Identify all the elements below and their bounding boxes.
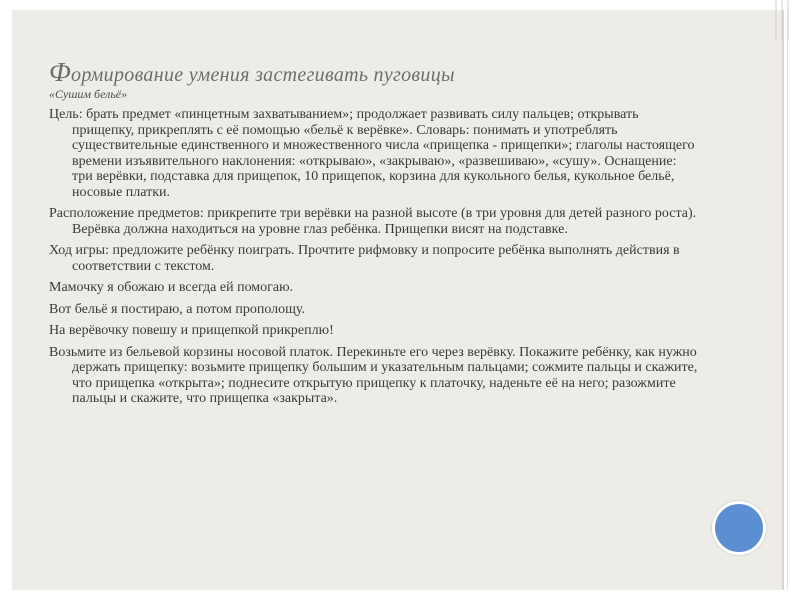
rhyme-line-1: Мамочку я обожаю и всегда ей помогаю. <box>49 280 294 295</box>
decorative-circle <box>712 501 766 555</box>
rhyme-line-3: На верёвочку повешу и прищепкой прикреплю! <box>49 323 334 338</box>
slide-border-line <box>782 10 784 590</box>
slide-body <box>49 107 699 413</box>
corner-decoration <box>766 0 796 40</box>
title-first-letter: Ф <box>49 57 72 87</box>
slide-subtitle: «Сушим бельё» <box>49 87 128 101</box>
paragraph-goal: Цель: брать предмет «пинцетным захватыванием»; продолжает развивать силу пальцев; открывать прищепку, прикреплять с её помощью «бельё к верёвке». Словарь: понимать и употреблять существительные единственного и множественного числа «прищепка - прищепки»; глаголы настоящего времени изъявительного наклонения: «открываю», «закрываю», «развешиваю», «сушу». Оснащение: три верёвки, подставка для прищепок, 10 прищепок, корзина для кукольного белья, кукольное бельё, носовые платки. <box>49 107 695 200</box>
title-rest: ормирование умения застегивать пуговицы <box>71 64 455 86</box>
slide-title <box>49 57 455 88</box>
paragraph-arrangement: Расположение предметов: прикрепите три верёвки на разной высоте (в три уровня для детей разного роста). Верёвка должна находиться на уровне глаз ребёнка. Прищепки висят на подставке. <box>49 206 697 237</box>
paragraph-instructions: Возьмите из бельевой корзины носовой платок. Перекиньте его через верёвку. Покажите ребёнку, как нужно держать прищепку: возьмите прищепку большим и указательным пальцами; сожмите пальцы и скажите, что прищепка «открыта»; поднесите открытую прищепку к платочку, наденьте её на него; разожмите пальцы и скажите, что прищепка «закрыта». <box>49 344 698 406</box>
slide-border-line-thin <box>787 10 788 590</box>
rhyme-line-2: Вот бельё я постираю, а потом прополощу. <box>49 301 305 317</box>
paragraph-game-course: Ход игры: предложите ребёнку поиграть. Прочтите рифмовку и попросите ребёнка выполнять действия в соответствии с текстом. <box>49 243 680 274</box>
